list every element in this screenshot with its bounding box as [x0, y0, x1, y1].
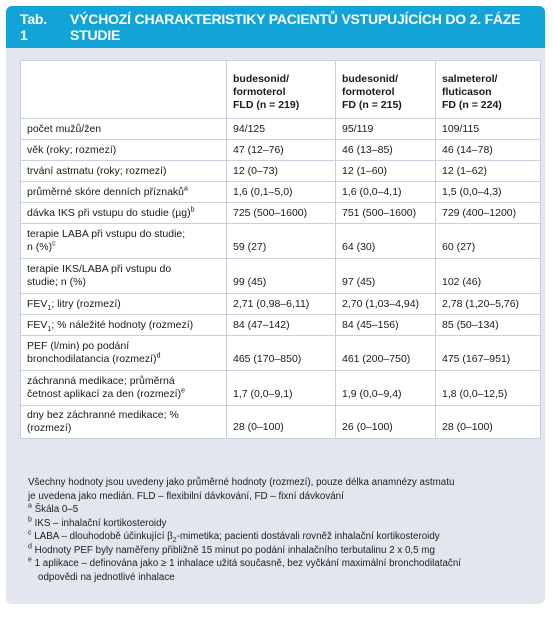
row-label: průměrné skóre denních příznaků$^a$: [21, 182, 227, 203]
table-row: [21, 140, 541, 161]
table-cell: 94/125: [227, 119, 336, 140]
table-cell: 84 (45–156): [336, 315, 436, 336]
table-row: [21, 294, 541, 315]
table-cell: 84 (47–142): [227, 315, 336, 336]
table-cell: 60 (27): [436, 224, 541, 259]
row-label: $FEV_1$; litry (rozmezí): [21, 294, 227, 315]
footnote-marker: a: [184, 185, 188, 192]
table-cell: 725 (500–1600): [227, 203, 336, 224]
table-cell: 1,6 (0,0–4,1): [336, 182, 436, 203]
table-cell: 2,78 (1,20–5,76): [436, 294, 541, 315]
table-cell: 1,9 (0,0–9,4): [336, 371, 436, 406]
table-cell: 1,8 (0,0–12,5): [436, 371, 541, 406]
table-cell: 47 (12–76): [227, 140, 336, 161]
table-cell: 12 (1–60): [336, 161, 436, 182]
table-footnotes: [28, 476, 533, 584]
column-header-row: [21, 61, 541, 119]
row-label: terapie LABA při vstupu do studie; n (%)$^c$: [21, 224, 227, 259]
table-cell: 1,6 (0,1–5,0): [227, 182, 336, 203]
table-cell: 59 (27): [227, 224, 336, 259]
table-row: [21, 161, 541, 182]
table-cell: 729 (400–1200): [436, 203, 541, 224]
table-cell: 2,70 (1,03–4,94): [336, 294, 436, 315]
footnote-e-cont: odpovědi na jednotlivé inhalace: [38, 571, 175, 583]
column-header-fd-budesonid: budesonid/ formoterol FD (n = 215): [336, 61, 436, 119]
row-label: počet mužů/žen: [21, 119, 227, 140]
table-cell: 28 (0–100): [227, 406, 336, 439]
row-label: věk (roky; rozmezí): [21, 140, 227, 161]
column-header-fd-salmeterol: salmeterol/ fluticason FD (n = 224): [436, 61, 541, 119]
footnote-e: $^e$ 1 aplikace – definována jako ≥ 1 inhalace užitá současně, bez vyčkání maximální bronchodilatační: [28, 556, 461, 569]
footnote-c: $^c$ LABA – dlouhodobě účinkující $\beta_2$-mimetika; pacienti dostávali rovněž inhalační kortikosteroidy: [28, 529, 440, 544]
footnote-marker: b: [190, 206, 195, 213]
table-cell: 99 (45): [227, 259, 336, 294]
table-cell: 1,7 (0,0–9,1): [227, 371, 336, 406]
table-cell: 751 (500–1600): [336, 203, 436, 224]
table-row: [21, 182, 541, 203]
table-cell: 109/115: [436, 119, 541, 140]
footnote-b: $^b$ IKS – inhalační kortikosteroidy: [28, 516, 167, 529]
table-row: [21, 259, 541, 294]
row-label: dny bez záchranné medikace; % (rozmezí): [21, 406, 227, 439]
row-label: záchranná medikace; průměrná četnost aplikací za den (rozmezí)$^e$: [21, 371, 227, 406]
characteristics-table: [20, 60, 541, 439]
table-cell: 2,71 (0,98–6,11): [227, 294, 336, 315]
table-row: [21, 315, 541, 336]
table-title: VÝCHOZÍ CHARAKTERISTIKY PACIENTŮ VSTUPUJÍCÍCH DO 2. FÁZE STUDIE: [70, 11, 521, 43]
footnote-d: $^d$ Hodnoty PEF byly naměřeny přibližně 15 minut po podání inhalačního terbutalinu 2 x 0,5 mg: [28, 543, 435, 556]
footnote-a: $^a$ Škála 0–5: [28, 502, 79, 515]
row-label: terapie IKS/LABA při vstupu do studie; n (%): [21, 259, 227, 294]
footnote-marker: c: [52, 240, 56, 248]
row-label: PEF (l/min) po podání bronchodilatancia (rozmezí)$^d$: [21, 336, 227, 371]
table-cell: 1,5 (0,0–4,3): [436, 182, 541, 203]
row-label: dávka IKS při vstupu do studie $(\mu g)^b$: [21, 203, 227, 224]
row-label: $FEV_1$; % náležité hodnoty (rozmezí): [21, 315, 227, 336]
table-cell: 12 (1–62): [436, 161, 541, 182]
table-cell: 475 (167–951): [436, 336, 541, 371]
table-number: Tab. 1: [20, 11, 47, 43]
table-row: [21, 224, 541, 259]
table-cell: 46 (13–85): [336, 140, 436, 161]
table-header-bar: [6, 6, 545, 48]
footnote-marker: e: [181, 387, 185, 395]
table-cell: 12 (0–73): [227, 161, 336, 182]
table-row: [21, 406, 541, 439]
table-cell: 95/119: [336, 119, 436, 140]
table-cell: 26 (0–100): [336, 406, 436, 439]
table-row: [21, 371, 541, 406]
table-cell: 97 (45): [336, 259, 436, 294]
table-cell: 46 (14–78): [436, 140, 541, 161]
table-cell: 85 (50–134): [436, 315, 541, 336]
table-cell: 465 (170–850): [227, 336, 336, 371]
table-cell: 64 (30): [336, 224, 436, 259]
empty-header-cell: [21, 61, 227, 119]
table-row: [21, 336, 541, 371]
table-row: [21, 119, 541, 140]
table-panel: [6, 6, 545, 604]
table-row: [21, 203, 541, 224]
row-label: trvání astmatu (roky; rozmezí): [21, 161, 227, 182]
footnote-intro: Všechny hodnoty jsou uvedeny jako průměrné hodnoty (rozmezí), pouze délka anamnézy astmatu je uvedena jako medián. FLD – flexibilní dávkování, FD – fixní dávkování: [28, 477, 455, 502]
column-header-fld: budesonid/ formoterol FLD (n = 219): [227, 61, 336, 119]
table-cell: 461 (200–750): [336, 336, 436, 371]
footnote-marker: d: [156, 352, 161, 360]
table-cell: 28 (0–100): [436, 406, 541, 439]
table-cell: 102 (46): [436, 259, 541, 294]
